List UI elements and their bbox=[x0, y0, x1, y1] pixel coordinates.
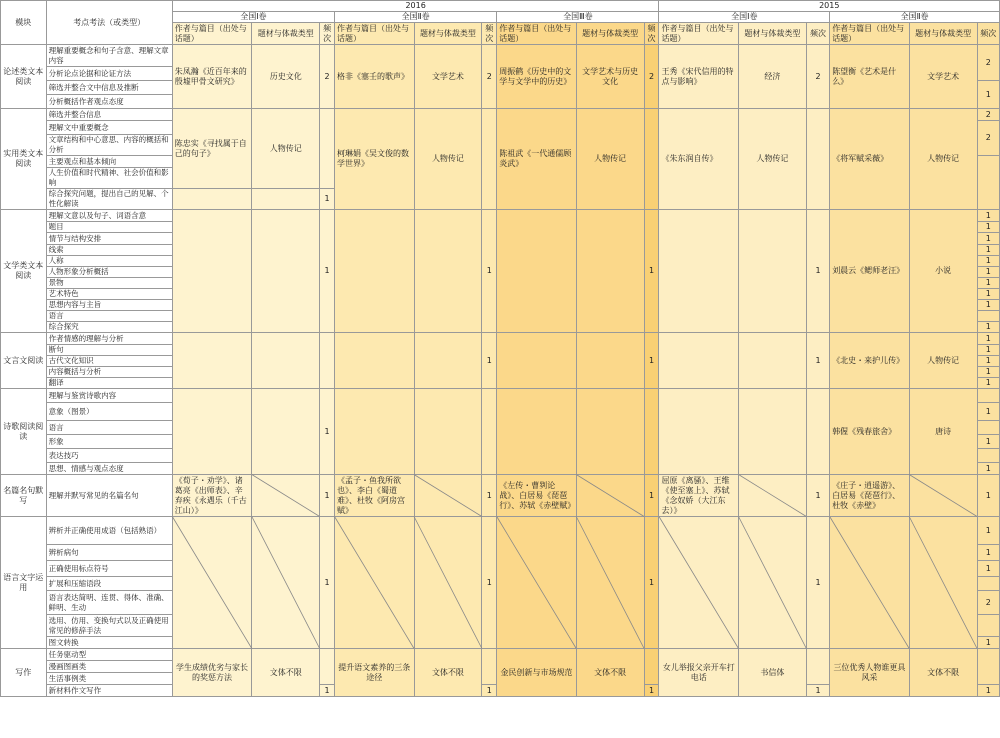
freq-cell: 1 bbox=[977, 81, 999, 109]
freq-cell: 1 bbox=[977, 378, 999, 389]
material-cell: 人物传记 bbox=[909, 109, 977, 210]
header-material: 题材与体裁类型 bbox=[252, 23, 320, 45]
freq-cell: 2 bbox=[977, 109, 999, 121]
freq-cell: 1 bbox=[977, 367, 999, 378]
freq-cell: 1 bbox=[977, 545, 999, 561]
freq-cell-empty bbox=[977, 389, 999, 403]
point-item: 人物形象分析概括 bbox=[46, 267, 172, 278]
header-author: 作者与篇目（出处与话题） bbox=[172, 23, 252, 45]
author-cell: 《左传・曹刿论战》、白居易《琵琶行》、苏轼《赤壁赋》 bbox=[497, 475, 577, 517]
author-cell-empty bbox=[335, 333, 415, 389]
material-cell-empty bbox=[252, 333, 320, 389]
point-item: 综合探究 bbox=[46, 322, 172, 333]
freq-cell: 1 bbox=[977, 475, 999, 517]
author-cell-empty bbox=[659, 389, 739, 475]
header-freq: 频次 bbox=[320, 23, 335, 45]
material-cell-diagonal bbox=[414, 517, 482, 649]
material-cell: 文学艺术 bbox=[909, 45, 977, 109]
freq-cell: 2 bbox=[482, 45, 497, 109]
header-author: 作者与篇目（出处与话题） bbox=[497, 23, 577, 45]
author-cell: 刘晨云《鳃师老汪》 bbox=[830, 210, 910, 333]
freq-cell: 1 bbox=[977, 300, 999, 311]
material-cell-diagonal bbox=[252, 475, 320, 517]
freq-cell: 1 bbox=[977, 561, 999, 577]
header-year-2015: 2015 bbox=[659, 1, 1000, 12]
freq-cell: 1 bbox=[977, 222, 999, 233]
point-item: 筛选并整合信息 bbox=[46, 109, 172, 121]
author-cell-empty bbox=[172, 210, 252, 333]
point-item: 图文转换 bbox=[46, 637, 172, 649]
freq-cell: 1 bbox=[977, 233, 999, 245]
freq-cell: 1 bbox=[977, 267, 999, 278]
header-author: 作者与篇目（出处与话题） bbox=[659, 23, 739, 45]
freq-cell: 1 bbox=[482, 517, 497, 649]
freq-cell: 1 bbox=[977, 278, 999, 289]
author-cell-diagonal bbox=[335, 517, 415, 649]
freq-cell: 2 bbox=[977, 45, 999, 81]
point-item: 情节与结构安排 bbox=[46, 233, 172, 245]
point-item: 景物 bbox=[46, 278, 172, 289]
point-item: 形象 bbox=[46, 435, 172, 449]
freq-cell: 1 bbox=[806, 685, 829, 697]
point-item: 正确使用标点符号 bbox=[46, 561, 172, 577]
module-lunshu: 论述类文本阅读 bbox=[1, 45, 47, 109]
freq-cell: 1 bbox=[977, 463, 999, 475]
material-cell: 小说 bbox=[909, 210, 977, 333]
point-item: 扩展和压缩语段 bbox=[46, 577, 172, 591]
freq-cell-empty bbox=[806, 109, 829, 210]
freq-cell: 1 bbox=[977, 685, 999, 697]
freq-cell: 1 bbox=[320, 189, 335, 210]
point-item: 漫画图画类 bbox=[46, 661, 172, 673]
point-item: 意象（图景） bbox=[46, 403, 172, 421]
freq-cell: 1 bbox=[977, 289, 999, 300]
freq-cell: 1 bbox=[320, 685, 335, 697]
author-cell: 《荀子・劝学》、诸葛亮《出师表》、辛弃疾《永遇乐（千古江山）》 bbox=[172, 475, 252, 517]
point-item: 理解并默写常见的名篇名句 bbox=[46, 475, 172, 517]
author-cell: 柯琳娟《吴文俊的数学世界》 bbox=[335, 109, 415, 210]
point-item: 内容概括与分析 bbox=[46, 367, 172, 378]
material-cell-empty bbox=[414, 210, 482, 333]
module-xiezuo: 写作 bbox=[1, 649, 47, 697]
author-cell: 《将军赋采薇》 bbox=[830, 109, 910, 210]
module-wenyan: 文言文阅读 bbox=[1, 333, 47, 389]
point-item: 题目 bbox=[46, 222, 172, 233]
freq-cell-empty bbox=[644, 649, 659, 685]
author-cell: 陈忠实《寻找属于自己的句子》 bbox=[172, 109, 252, 189]
point-item: 任务驱动型 bbox=[46, 649, 172, 661]
freq-cell: 2 bbox=[806, 45, 829, 109]
header-material: 题材与体裁类型 bbox=[739, 23, 807, 45]
freq-cell: 1 bbox=[482, 475, 497, 517]
point-item: 选用、仿用、变换句式以及正确使用常见的修辞手法 bbox=[46, 615, 172, 637]
freq-cell: 1 bbox=[644, 517, 659, 649]
material-cell: 文体不限 bbox=[414, 649, 482, 697]
author-cell-empty bbox=[497, 389, 577, 475]
freq-cell: 1 bbox=[977, 210, 999, 222]
author-cell-diagonal bbox=[172, 517, 252, 649]
header-freq: 频次 bbox=[644, 23, 659, 45]
header-material: 题材与体裁类型 bbox=[909, 23, 977, 45]
material-cell-empty bbox=[739, 210, 807, 333]
author-cell-empty bbox=[659, 210, 739, 333]
material-cell-empty bbox=[414, 333, 482, 389]
freq-cell-empty bbox=[252, 189, 320, 210]
freq-cell-empty bbox=[977, 449, 999, 463]
point-item: 人生价值和时代精神、社会价值和影响 bbox=[46, 168, 172, 189]
author-cell: 屈原《离骚》、王维《使至塞上》、苏轼《念奴娇（大江东去）》 bbox=[659, 475, 739, 517]
material-cell-diagonal bbox=[576, 517, 644, 649]
point-item: 辨析病句 bbox=[46, 545, 172, 561]
point-item: 古代文化知识 bbox=[46, 356, 172, 367]
author-cell: 《朱东润自传》 bbox=[659, 109, 739, 210]
point-item: 人称 bbox=[46, 256, 172, 267]
freq-cell: 1 bbox=[977, 403, 999, 421]
freq-cell-empty bbox=[806, 649, 829, 685]
freq-cell-empty bbox=[977, 156, 999, 210]
material-cell: 书信体 bbox=[739, 649, 807, 697]
point-item: 理解文意以及句子、词语含意 bbox=[46, 210, 172, 222]
freq-cell: 1 bbox=[320, 475, 335, 517]
freq-cell: 1 bbox=[806, 333, 829, 389]
point-item: 语言表达简明、连贯、得体、准确、鲜明、生动 bbox=[46, 591, 172, 615]
material-cell: 文体不限 bbox=[909, 649, 977, 697]
material-cell-empty bbox=[739, 389, 807, 475]
freq-cell: 1 bbox=[977, 345, 999, 356]
freq-cell: 1 bbox=[644, 685, 659, 697]
header-author: 作者与篇目（出处与话题） bbox=[830, 23, 910, 45]
author-cell-empty bbox=[172, 389, 252, 475]
header-module: 模块 bbox=[1, 1, 47, 45]
freq-cell: 1 bbox=[644, 475, 659, 517]
author-cell: 《庄子・逍遥游》、白居易《琵琶行》、杜牧《赤壁》 bbox=[830, 475, 910, 517]
module-shiyong: 实用类文本阅读 bbox=[1, 109, 47, 210]
freq-cell: 1 bbox=[977, 333, 999, 345]
freq-cell: 1 bbox=[806, 475, 829, 517]
author-cell: 陈祖武《一代通儒顾炎武》 bbox=[497, 109, 577, 210]
freq-cell-empty bbox=[482, 389, 497, 475]
freq-cell-empty bbox=[320, 333, 335, 389]
freq-cell: 2 bbox=[977, 121, 999, 156]
material-cell: 人物传记 bbox=[576, 109, 644, 210]
freq-cell-empty bbox=[644, 109, 659, 210]
author-cell: 韩偓《残春旅舍》 bbox=[830, 389, 910, 475]
material-cell: 人物传记 bbox=[739, 109, 807, 210]
freq-cell: 1 bbox=[977, 356, 999, 367]
point-item: 线索 bbox=[46, 245, 172, 256]
point-item: 理解文中重要概念 bbox=[46, 121, 172, 135]
material-cell: 文体不限 bbox=[576, 649, 644, 697]
point-item: 生活事例类 bbox=[46, 673, 172, 685]
material-cell-empty bbox=[576, 210, 644, 333]
freq-cell-empty bbox=[806, 389, 829, 475]
freq-cell: 2 bbox=[320, 45, 335, 109]
material-cell-diagonal bbox=[739, 475, 807, 517]
point-item: 语言 bbox=[46, 421, 172, 435]
material-cell: 文学艺术与历史文化 bbox=[576, 45, 644, 109]
freq-cell: 1 bbox=[320, 517, 335, 649]
point-item: 理解与鉴赏诗歌内容 bbox=[46, 389, 172, 403]
material-cell-empty bbox=[414, 389, 482, 475]
material-cell: 文体不限 bbox=[252, 649, 320, 697]
author-cell-diagonal bbox=[830, 517, 910, 649]
freq-cell: 1 bbox=[482, 210, 497, 333]
material-cell-empty bbox=[739, 333, 807, 389]
header-point: 考点考法（或类型） bbox=[46, 1, 172, 45]
material-cell-empty bbox=[252, 389, 320, 475]
freq-cell: 1 bbox=[977, 517, 999, 545]
freq-cell-empty bbox=[172, 189, 252, 210]
material-cell: 人物传记 bbox=[252, 109, 320, 189]
author-cell: 女儿举报父亲开车打电话 bbox=[659, 649, 739, 697]
point-item: 主要观点和基本倾向 bbox=[46, 156, 172, 168]
point-item: 思想、情感与观点态度 bbox=[46, 463, 172, 475]
point-item: 理解重要概念和句子含意、理解文章内容 bbox=[46, 45, 172, 67]
author-cell-diagonal bbox=[659, 517, 739, 649]
author-cell: 学生成绩优劣与家长的奖惩方法 bbox=[172, 649, 252, 697]
module-yuyan: 语言文字运用 bbox=[1, 517, 47, 649]
point-item: 断句 bbox=[46, 345, 172, 356]
header-author: 作者与篇目（出处与话题） bbox=[335, 23, 415, 45]
freq-cell-empty bbox=[482, 109, 497, 210]
author-cell: 《北史・来护儿传》 bbox=[830, 333, 910, 389]
author-cell: 提升语文素养的三条途径 bbox=[335, 649, 415, 697]
author-cell-empty bbox=[335, 389, 415, 475]
freq-cell: 1 bbox=[806, 517, 829, 649]
header-exam-2015-1: 全国Ⅰ卷 bbox=[659, 12, 830, 23]
freq-cell-empty bbox=[977, 615, 999, 637]
material-cell-diagonal bbox=[739, 517, 807, 649]
point-item: 新材料作文写作 bbox=[46, 685, 172, 697]
point-item: 语言 bbox=[46, 311, 172, 322]
header-material: 题材与体裁类型 bbox=[414, 23, 482, 45]
module-wenxue: 文学类文本阅读 bbox=[1, 210, 47, 333]
material-cell: 经济 bbox=[739, 45, 807, 109]
freq-cell: 1 bbox=[482, 685, 497, 697]
point-item: 思想内容与主旨 bbox=[46, 300, 172, 311]
freq-cell-empty bbox=[644, 389, 659, 475]
author-cell: 格非《塞壬的歌声》 bbox=[335, 45, 415, 109]
freq-cell-empty bbox=[482, 649, 497, 685]
author-cell: 陈望衡《艺术是什么》 bbox=[830, 45, 910, 109]
author-cell-empty bbox=[172, 333, 252, 389]
header-material: 题材与体裁类型 bbox=[576, 23, 644, 45]
material-cell: 人物传记 bbox=[909, 333, 977, 389]
freq-cell: 1 bbox=[806, 210, 829, 333]
header-freq: 频次 bbox=[977, 23, 999, 45]
author-cell: 金民创新与市场规范 bbox=[497, 649, 577, 697]
author-cell-empty bbox=[497, 333, 577, 389]
material-cell-diagonal bbox=[576, 475, 644, 517]
material-cell-diagonal bbox=[909, 517, 977, 649]
material-cell: 文学艺术 bbox=[414, 45, 482, 109]
freq-cell-empty bbox=[977, 311, 999, 322]
header-exam-2016-1: 全国Ⅰ卷 bbox=[172, 12, 334, 23]
author-cell: 三位优秀人物谁更具风采 bbox=[830, 649, 910, 697]
point-item: 作者情感的理解与分析 bbox=[46, 333, 172, 345]
header-freq: 频次 bbox=[482, 23, 497, 45]
header-exam-2015-2: 全国Ⅱ卷 bbox=[830, 12, 1000, 23]
point-item: 艺术特色 bbox=[46, 289, 172, 300]
material-cell-diagonal bbox=[414, 475, 482, 517]
material-cell: 唐诗 bbox=[909, 389, 977, 475]
freq-cell-empty bbox=[320, 109, 335, 189]
point-item: 文章结构和中心意思、内容的概括和分析 bbox=[46, 135, 172, 156]
material-cell-diagonal bbox=[252, 517, 320, 649]
material-cell-diagonal bbox=[909, 475, 977, 517]
freq-cell: 2 bbox=[977, 591, 999, 615]
point-item: 分析论点论据和论证方法 bbox=[46, 67, 172, 81]
freq-cell: 1 bbox=[482, 333, 497, 389]
point-item: 翻译 bbox=[46, 378, 172, 389]
freq-cell: 1 bbox=[977, 245, 999, 256]
freq-cell: 1 bbox=[644, 333, 659, 389]
freq-cell: 1 bbox=[977, 637, 999, 649]
author-cell: 周振鹤《历史中的文学与文学中的历史》 bbox=[497, 45, 577, 109]
freq-cell-empty bbox=[977, 421, 999, 435]
author-cell: 朱凤瀚《近百年来的殷墟甲骨文研究》 bbox=[172, 45, 252, 109]
header-exam-2016-2: 全国Ⅱ卷 bbox=[335, 12, 497, 23]
freq-cell: 1 bbox=[320, 389, 335, 475]
material-cell-empty bbox=[576, 333, 644, 389]
freq-cell: 1 bbox=[320, 210, 335, 333]
author-cell-empty bbox=[659, 333, 739, 389]
author-cell: 王秀《宋代信用的特点与影响》 bbox=[659, 45, 739, 109]
freq-cell: 1 bbox=[644, 210, 659, 333]
freq-cell: 1 bbox=[977, 435, 999, 449]
author-cell-empty bbox=[335, 210, 415, 333]
material-cell: 人物传记 bbox=[414, 109, 482, 210]
module-shige: 诗歌阅读阅读 bbox=[1, 389, 47, 475]
module-mingju: 名篇名句默写 bbox=[1, 475, 47, 517]
material-cell: 历史文化 bbox=[252, 45, 320, 109]
freq-cell: 1 bbox=[977, 256, 999, 267]
freq-cell: 1 bbox=[977, 322, 999, 333]
header-year-2016: 2016 bbox=[172, 1, 659, 12]
point-item: 筛选并整合文中信息及推断 bbox=[46, 81, 172, 95]
material-cell-empty bbox=[252, 210, 320, 333]
freq-cell-empty bbox=[977, 649, 999, 685]
freq-cell-empty bbox=[977, 577, 999, 591]
freq-cell: 2 bbox=[644, 45, 659, 109]
freq-cell-empty bbox=[320, 649, 335, 685]
point-item: 辨析并正确使用成语（包括熟语） bbox=[46, 517, 172, 545]
header-freq: 频次 bbox=[806, 23, 829, 45]
header-exam-2016-3: 全国Ⅲ卷 bbox=[497, 12, 659, 23]
material-cell-empty bbox=[576, 389, 644, 475]
author-cell-empty bbox=[497, 210, 577, 333]
point-item: 表达技巧 bbox=[46, 449, 172, 463]
point-item: 分析概括作者观点态度 bbox=[46, 95, 172, 109]
author-cell-diagonal bbox=[497, 517, 577, 649]
author-cell: 《孟子・鱼我所欲也》、李白《蜀道难》、杜牧《阿房宫赋》 bbox=[335, 475, 415, 517]
point-item: 综合探究问题，提出自己的见解、个性化解读 bbox=[46, 189, 172, 210]
